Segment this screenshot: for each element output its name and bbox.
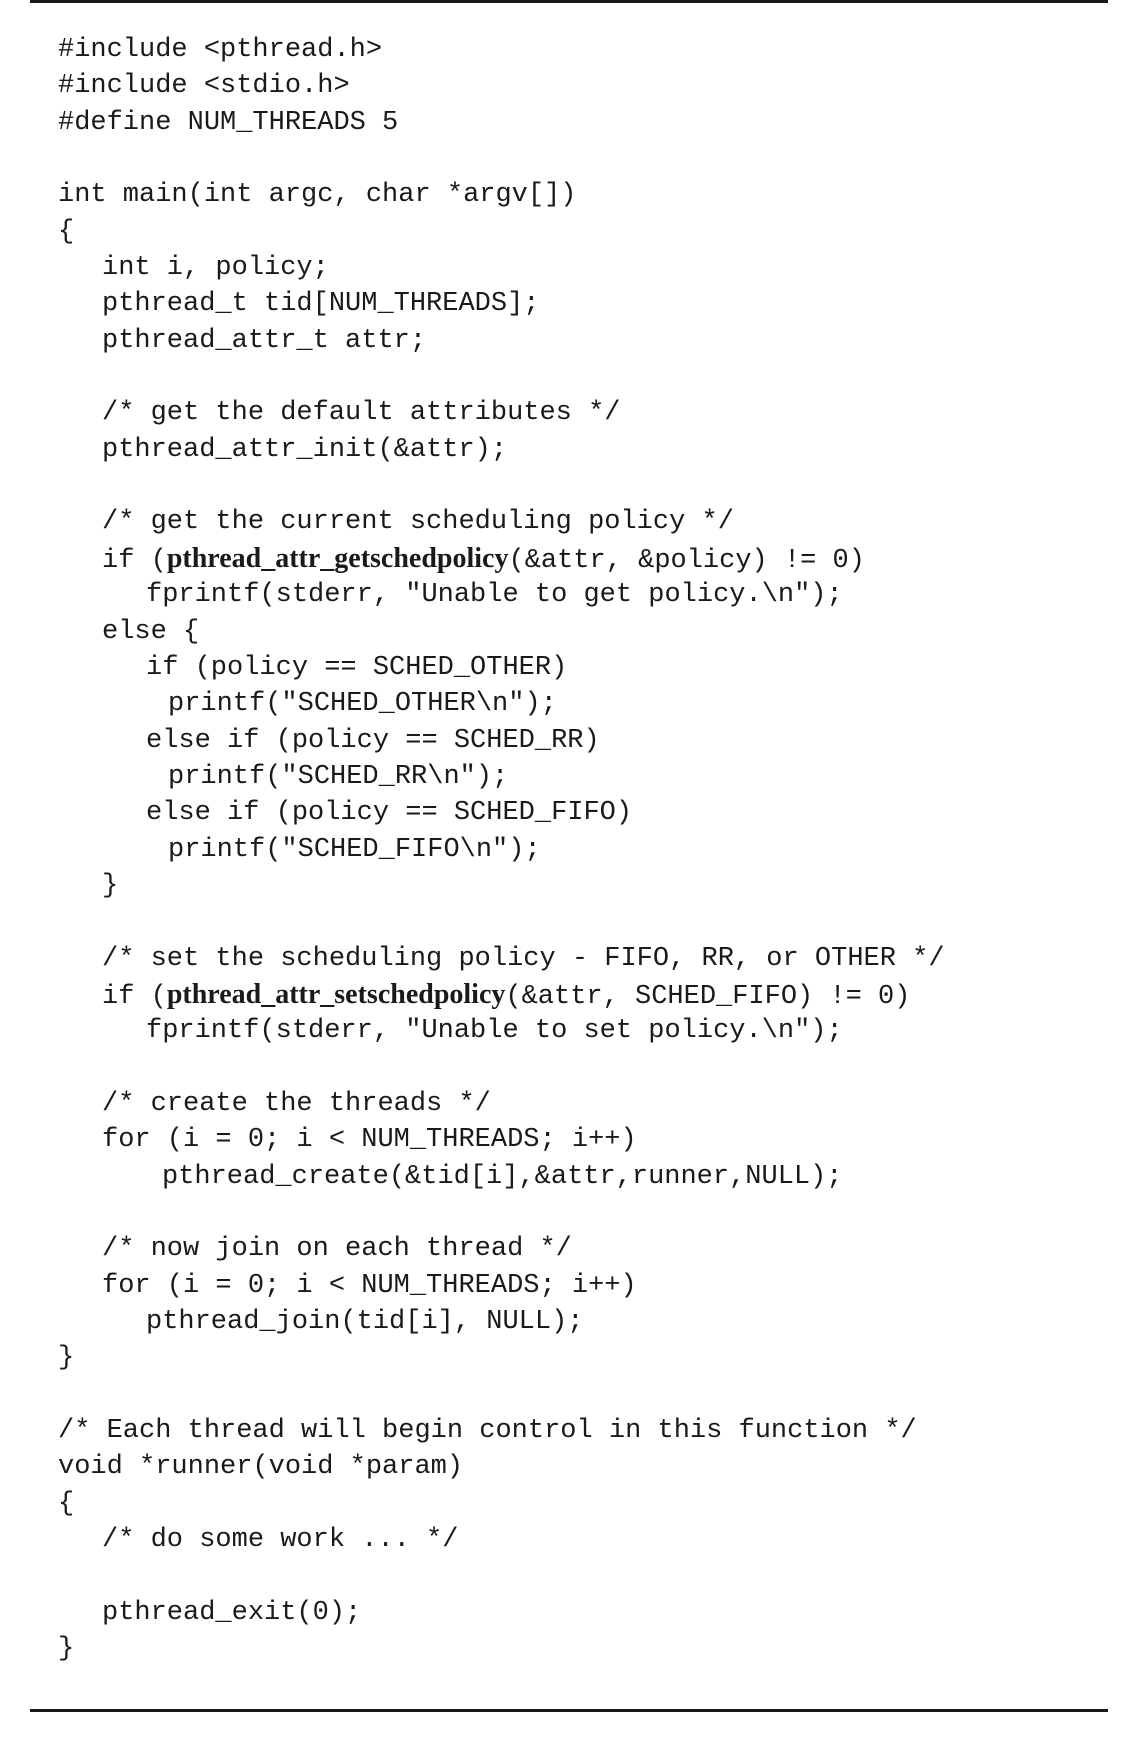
code-line-include-pthread: #include <pthread.h> xyxy=(58,35,383,65)
code-line-comment-work: /* do some work ... */ xyxy=(102,1525,459,1556)
code-line-pthread-create: pthread_create(&tid[i],&attr,runner,NULL); xyxy=(162,1161,843,1192)
code-line-declare-attr: pthread_attr_t attr; xyxy=(102,325,427,356)
code-line-blank xyxy=(58,468,945,504)
code-line-declare-vars: int i, policy; xyxy=(102,253,329,284)
code-line-declare-tid: pthread_t tid[NUM_THREADS]; xyxy=(102,289,540,320)
code-listing xyxy=(58,32,945,1667)
code-line-elseif-sched-fifo: else if (policy == SCHED_FIFO) xyxy=(146,798,633,829)
code-line-elseif-sched-rr: else if (policy == SCHED_RR) xyxy=(146,725,600,756)
code-line-runner-signature: void *runner(void *param) xyxy=(58,1452,464,1483)
code-line-pthread-join: pthread_join(tid[i], NULL); xyxy=(146,1307,584,1338)
code-line-blank xyxy=(58,1377,945,1413)
code-line-runner-open-brace: { xyxy=(58,1488,75,1519)
code-line-for-create: for (i = 0; i < NUM_THREADS; i++) xyxy=(102,1125,637,1156)
code-line-blank xyxy=(58,904,945,940)
code-line-main-open-brace: { xyxy=(58,216,75,247)
code-line-comment-join: /* now join on each thread */ xyxy=(102,1234,572,1265)
code-line-for-join: for (i = 0; i < NUM_THREADS; i++) xyxy=(102,1270,637,1301)
top-rule xyxy=(30,0,1108,3)
code-line-printf-sched-rr: printf("SCHED_RR\n"); xyxy=(168,761,509,792)
code-token-if: if ( xyxy=(102,981,167,1012)
code-line-comment-create-threads: /* create the threads */ xyxy=(102,1088,491,1119)
code-line-pthread-exit: pthread_exit(0); xyxy=(102,1597,362,1628)
code-line-if-sched-other: if (policy == SCHED_OTHER) xyxy=(146,652,568,683)
code-line-fprintf-set-error: fprintf(stderr, "Unable to set policy.\n"); xyxy=(146,1016,843,1047)
code-token-setschedpolicy: pthread_attr_setschedpolicy xyxy=(166,978,506,1010)
code-line-blank xyxy=(58,1195,945,1231)
code-line-blank xyxy=(58,359,945,395)
code-token-if: if ( xyxy=(102,545,167,576)
code-line-include-stdio: #include <stdio.h> xyxy=(58,71,350,102)
code-line-comment-set-policy: /* set the scheduling policy - FIFO, RR, or OTHER */ xyxy=(102,943,945,974)
code-line-blank xyxy=(58,1558,945,1594)
code-line-attr-init: pthread_attr_init(&attr); xyxy=(102,434,508,465)
bottom-rule xyxy=(30,1709,1108,1712)
code-line-else-open: else { xyxy=(102,616,200,647)
code-line-if-getschedpolicy xyxy=(58,541,945,577)
code-line-comment-runner: /* Each thread will begin control in this function */ xyxy=(58,1416,917,1447)
code-line-printf-sched-other: printf("SCHED_OTHER\n"); xyxy=(168,689,557,720)
code-token-args: (&attr, SCHED_FIFO) != 0) xyxy=(505,981,911,1012)
code-line-comment-default-attrs: /* get the default attributes */ xyxy=(102,398,621,429)
code-line-main-signature: int main(int argc, char *argv[]) xyxy=(58,180,577,211)
code-line-define-num-threads: #define NUM_THREADS 5 xyxy=(58,107,399,138)
code-line-main-close-brace: } xyxy=(58,1343,75,1374)
code-token-args: (&attr, &policy) != 0) xyxy=(508,545,865,576)
code-token-getschedpolicy: pthread_attr_getschedpolicy xyxy=(166,542,509,574)
code-line-if-setschedpolicy xyxy=(58,977,945,1013)
code-line-runner-close-brace: } xyxy=(58,1634,75,1665)
code-line-fprintf-get-error: fprintf(stderr, "Unable to get policy.\n"); xyxy=(146,580,843,611)
code-line-else-close: } xyxy=(102,870,119,901)
code-line-blank xyxy=(58,141,945,177)
code-line-printf-sched-fifo: printf("SCHED_FIFO\n"); xyxy=(168,834,541,865)
code-line-comment-get-policy: /* get the current scheduling policy */ xyxy=(102,507,734,538)
code-line-blank xyxy=(58,1050,945,1086)
